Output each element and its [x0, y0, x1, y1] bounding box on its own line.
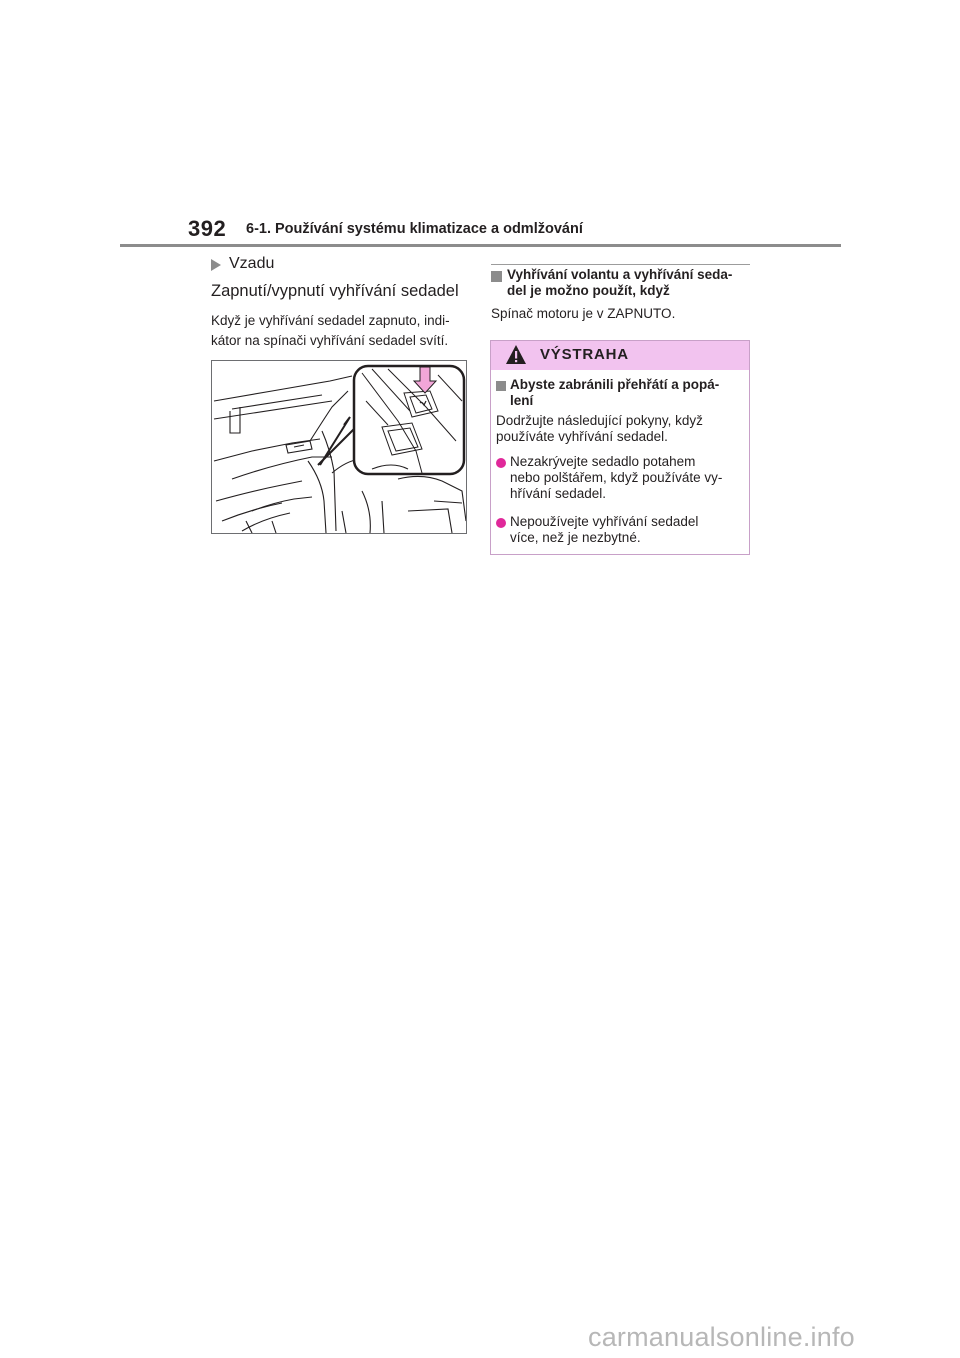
- warning-heading-line: lení: [510, 393, 534, 408]
- left-paragraph: [211, 311, 467, 351]
- rear-seat-heater-illustration: [211, 360, 467, 534]
- warning-paragraph-line: Dodržujte následující pokyny, když: [496, 413, 703, 428]
- warning-heading: [510, 377, 744, 409]
- warning-bullet-line: Nepoužívejte vyhřívání sedadel: [510, 514, 699, 529]
- warning-heading-line: Abyste zabránili přehřátí a popá-: [510, 377, 720, 392]
- round-bullet-icon: [496, 518, 506, 528]
- square-bullet-icon: [496, 381, 506, 391]
- warning-bullet-line: nebo polštářem, když používáte vy-: [510, 470, 723, 485]
- warning-paragraph: [496, 413, 741, 445]
- right-heading-line: Vyhřívání volantu a vyhřívání seda-: [507, 267, 733, 282]
- warning-bullet-line: hřívání sedadel.: [510, 486, 607, 501]
- header-divider: [120, 244, 841, 247]
- warning-bullet-item: [510, 514, 744, 546]
- right-heading-line: del je možno použít, když: [507, 283, 670, 298]
- left-paragraph-line: kátor na spínači vyhřívání sedadel svítí.: [211, 333, 449, 348]
- warning-bullet-line: Nezakrývejte sedadlo potahem: [510, 454, 696, 469]
- warning-paragraph-line: používáte vyhřívání sedadel.: [496, 429, 668, 444]
- section-title: 6-1. Používání systému klimatizace a odmlžování: [246, 221, 583, 237]
- left-paragraph-line: Když je vyhřívání sedadel zapnuto, indi-: [211, 313, 450, 328]
- car-interior-drawing: [212, 361, 467, 534]
- left-heading: Zapnutí/vypnutí vyhřívání sedadel: [211, 282, 459, 300]
- square-bullet-icon: [491, 271, 502, 282]
- section-divider: [491, 264, 750, 265]
- triangle-marker-icon: [211, 259, 221, 271]
- right-heading: [507, 267, 752, 299]
- page-number: 392: [188, 216, 227, 241]
- warning-triangle-icon: [505, 344, 527, 366]
- subsection-label: Vzadu: [229, 255, 275, 272]
- watermark: carmanualsonline.info: [588, 1322, 855, 1352]
- round-bullet-icon: [496, 458, 506, 468]
- warning-bullet-item: [510, 454, 744, 502]
- warning-title: VÝSTRAHA: [540, 346, 629, 363]
- right-paragraph: Spínač motoru je v ZAPNUTO.: [491, 306, 676, 321]
- warning-bullet-line: více, než je nezbytné.: [510, 530, 641, 545]
